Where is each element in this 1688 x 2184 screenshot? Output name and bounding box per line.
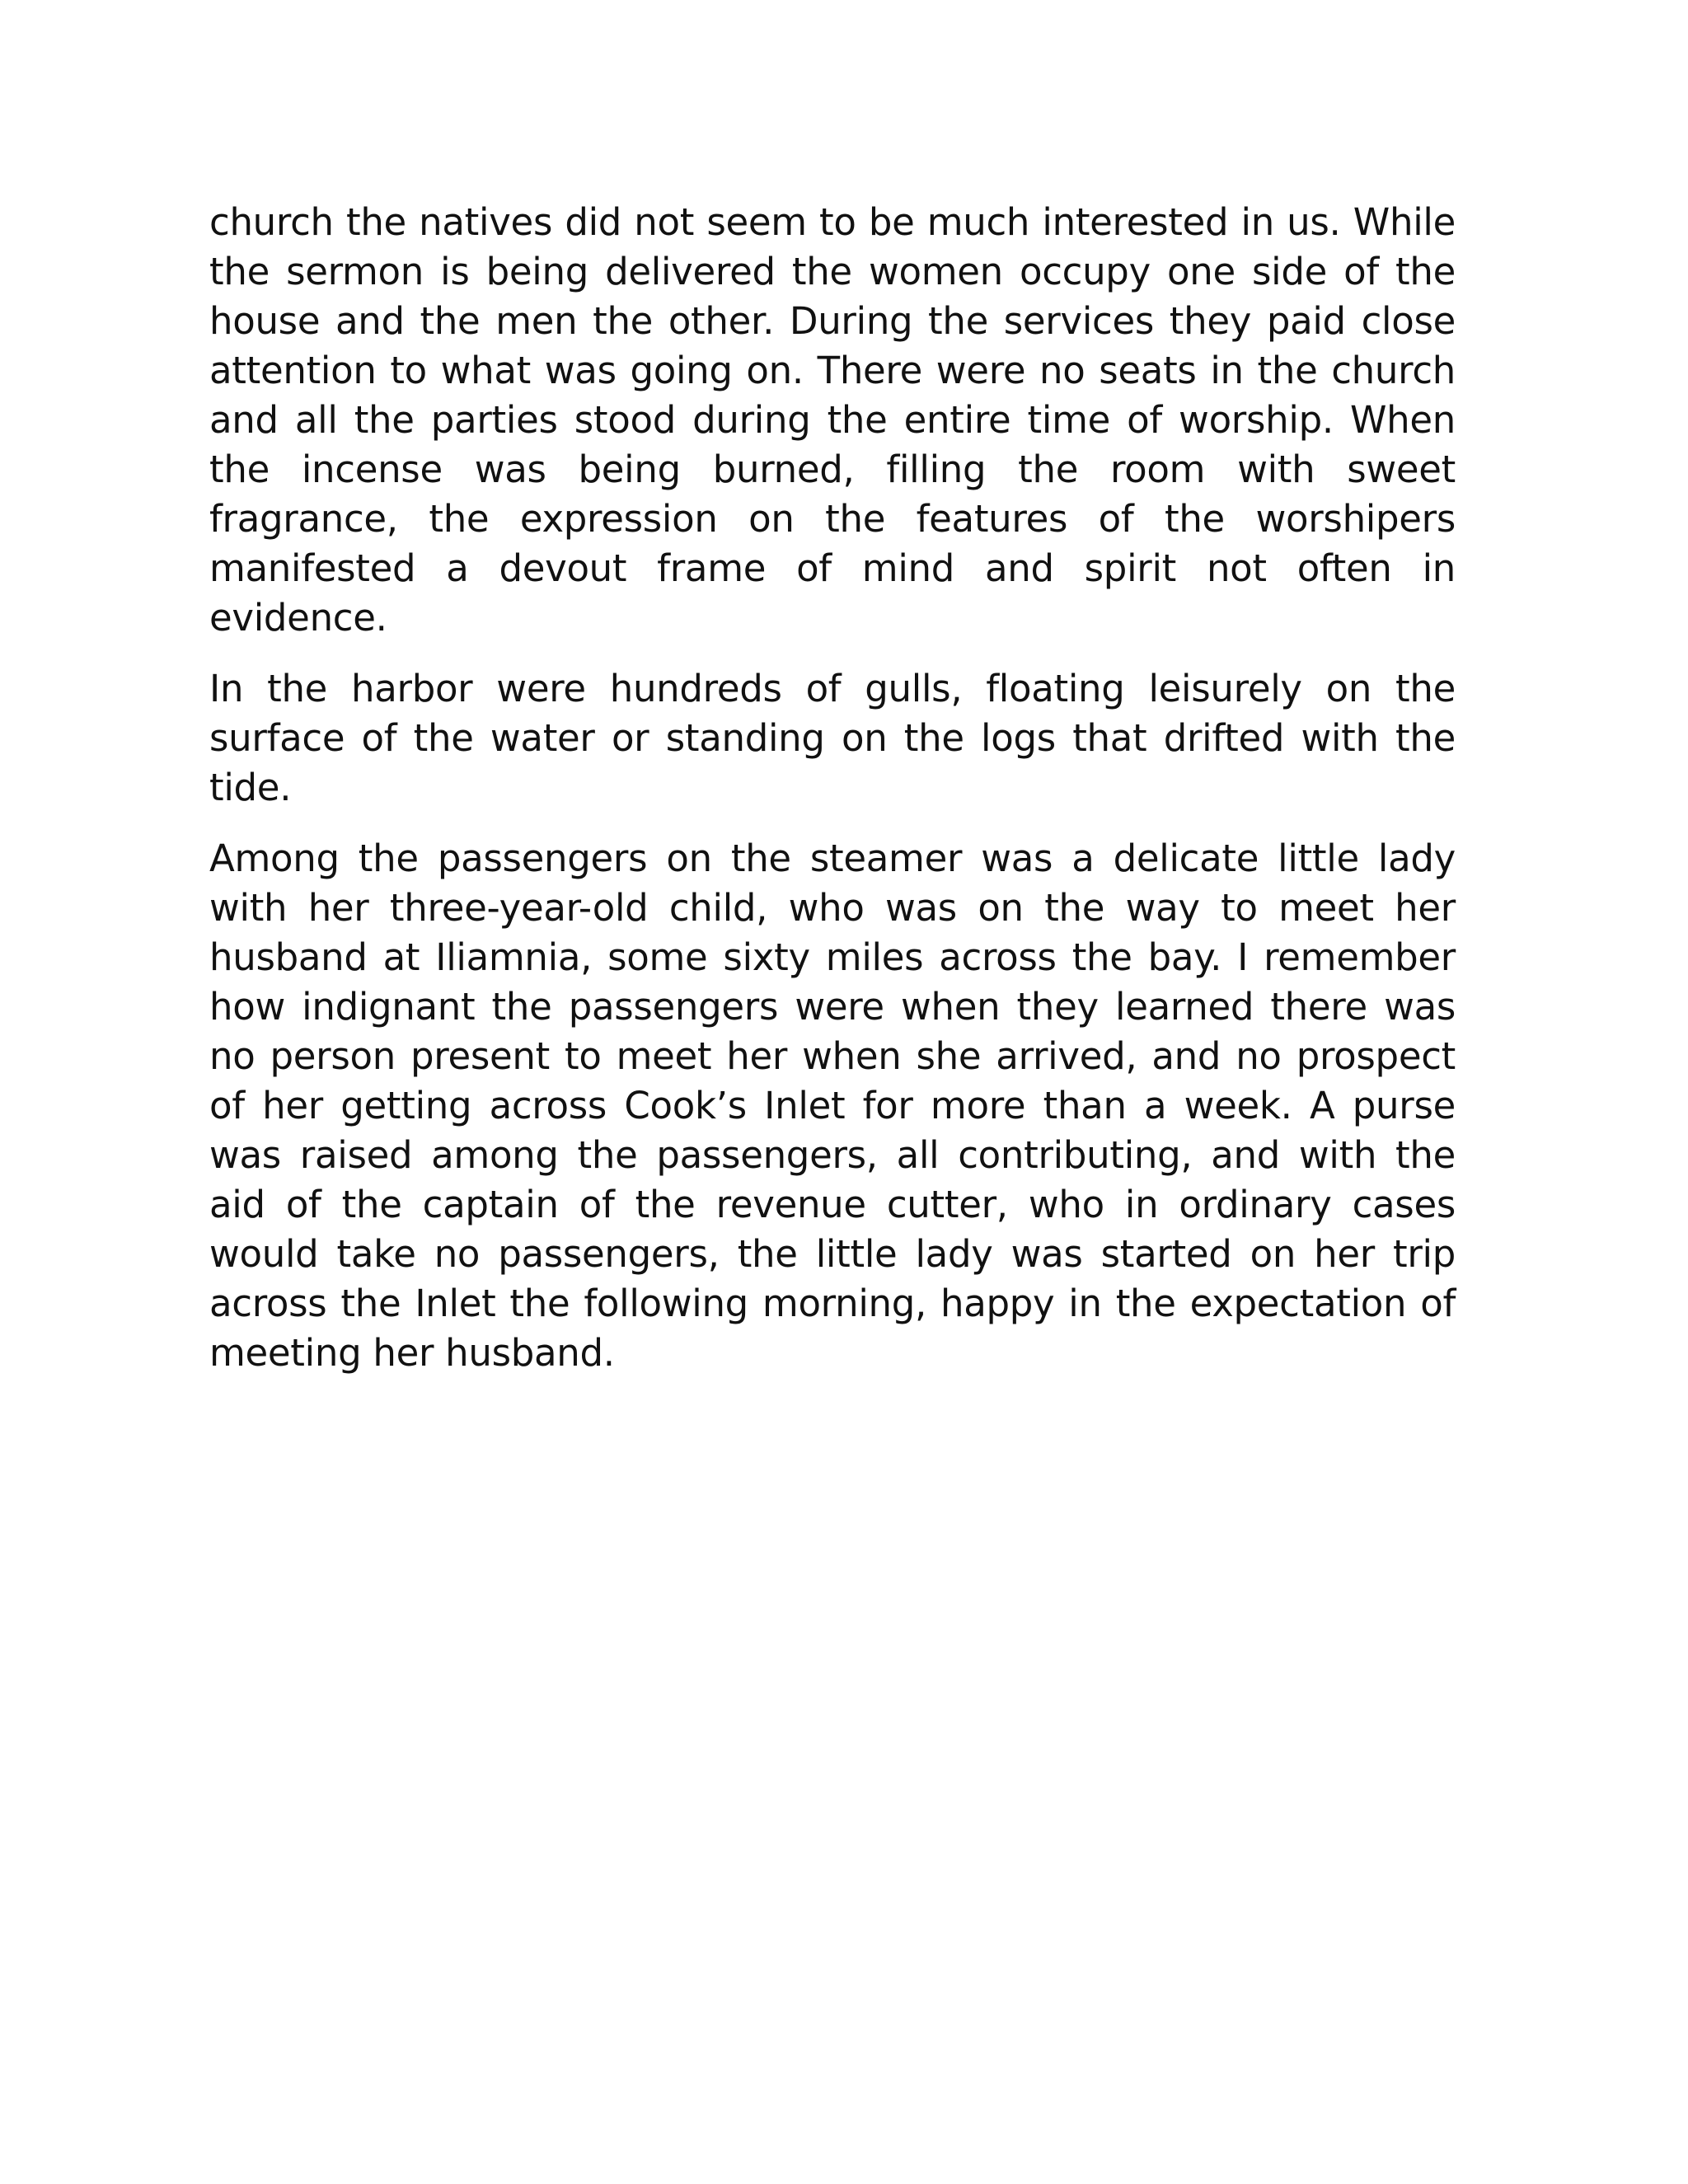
paragraph-church-service: church the natives did not seem to be much interested in us. While the sermon is being delivered the women occupy one side of the house and the men the other. During the services they paid close attention to what was going on. There were no seats in the church and all the parties stood during the entire time of worship. When the incense was being burned, filling the room with sweet fragrance, the expression on the features of the worshipers manifested a devout frame of mind and spirit not often in evidence. (209, 200, 1456, 640)
body-text (209, 198, 1456, 1399)
paragraph-harbor-gulls: In the harbor were hundreds of gulls, floating leisurely on the surface of the water or standing on the logs that drifted with the tide. (209, 667, 1456, 809)
paragraph-passengers: Among the passengers on the steamer was a delicate little lady with her three-year-old child, who was on the way to meet her husband at Iliamnia, some sixty miles across the bay. I remember how indignant the passengers were when they learned there was no person present to meet her when she arrived, and no prospect of her getting across Cook’s Inlet for more than a week. A purse was raised among the passengers, all contributing, and with the aid of the captain of the revenue cutter, who in ordinary cases would take no passengers, the little lady was started on her trip across the Inlet the following morning, happy in the expectation of meeting her husband. (209, 837, 1456, 1375)
